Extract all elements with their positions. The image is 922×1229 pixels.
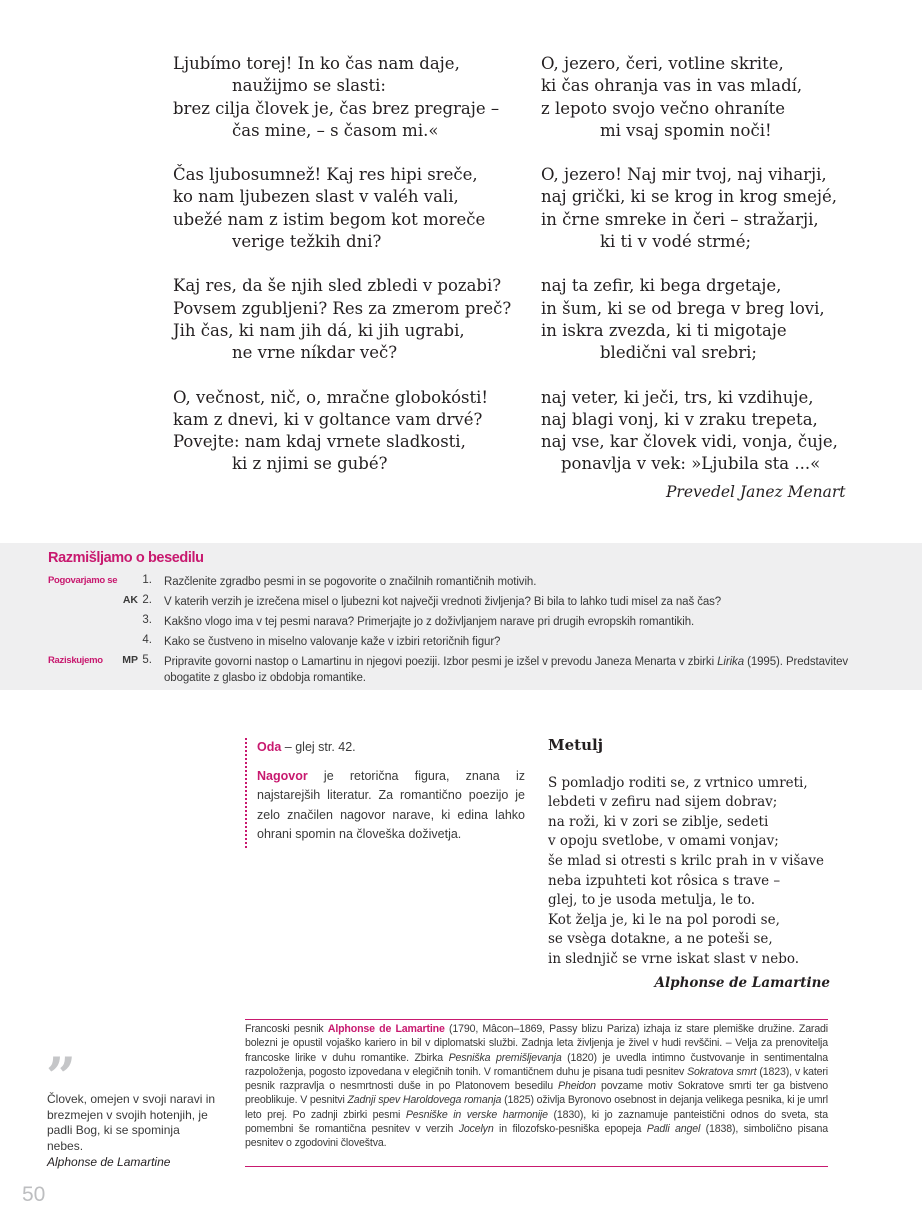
poem-line: kam z dnevi, ki v goltance vam drvé? (173, 409, 483, 429)
poem-stanza (173, 53, 511, 142)
metulj-title: Metulj (548, 736, 604, 754)
poem-line: na roži, ki v zori se ziblje, sedeti (548, 813, 769, 830)
poem-line: Povejte: nam kdaj vrnete sladkosti, (173, 432, 466, 452)
poem-line: in slednjič se vrne iskat slast v nebo. (548, 950, 800, 967)
metulj-author: Alphonse de Lamartine (654, 974, 830, 991)
competence-badge: AK (122, 594, 138, 606)
poem-line: naj ta zefir, ki bega drgetaje, (541, 276, 782, 296)
poem-line: še mlad si otresti s krilc prah in v višave (548, 852, 825, 869)
poem-right-column (541, 53, 838, 498)
term-oda: Oda (257, 740, 282, 754)
poem-line: mi vsaj spomin noči! (600, 120, 772, 140)
poem-line: naj vse, kar človek vidi, vonja, čuje, (541, 432, 838, 452)
exercise-title: Razmišljamo o besedilu (48, 550, 204, 566)
quote-author: Alphonse de Lamartine (47, 1155, 171, 1169)
poem-line: Kot želja je, ki le na pol porodi se, (548, 911, 780, 928)
poem-line: O, večnost, nič, o, mračne globokósti! (173, 387, 489, 407)
poem-line: ki ti v vodé strmé; (600, 232, 752, 252)
poem-line: bledični val srebri; (600, 343, 757, 363)
bio-author-name: Alphonse de Lamartine (327, 1023, 445, 1035)
question-number: 4. (142, 634, 152, 646)
poem-line: naj grički, ki se krog in krog smejé, (541, 187, 837, 207)
metulj-poem (548, 736, 830, 993)
poem-line: O, jezero! Naj mir tvoj, naj viharji, (541, 165, 827, 185)
translator-credit: Prevedel Janez Menart (666, 483, 846, 501)
poem-line: Povsem zgubljeni? Res za zmerom preč? (173, 298, 512, 318)
page-number: 50 (22, 1183, 46, 1206)
poem-line: glej, to je usoda metulja, le to. (548, 892, 756, 909)
poem-stanza (173, 164, 511, 253)
poem-line: se vsèga dotakne, a ne poteši se, (548, 931, 773, 948)
poem-line: Jih čas, ki nam jih dá, ki jih ugrabi, (173, 320, 465, 340)
poem-stanza (541, 387, 838, 476)
poem-line: Čas ljubosumnež! Kaj res hipi sreče, (173, 165, 478, 185)
poem-line: S pomladjo roditi se, z vrtnico umreti, (548, 774, 808, 791)
poem-line: ki čas ohranja vas in vas mladí, (541, 76, 803, 96)
poem-line: naj blagi vonj, ki v zraku trepeta, (541, 409, 818, 429)
poem-line: naj veter, ki ječi, trs, ki vzdihuje, (541, 387, 814, 407)
poem-left-column (173, 53, 511, 498)
poem-stanza (173, 387, 511, 476)
question-number: 1. (142, 574, 152, 586)
poem-line: Ljubímo torej! In ko čas nam daje, (173, 54, 460, 73)
question-number: 5. (142, 654, 152, 666)
poem-line: O, jezero, čeri, votline skrite, (541, 54, 784, 73)
question-text: Pripravite govorni nastop o Lamartinu in njegovi poeziji. Izbor pesmi je izšel v prevodu Janeza Menarta v zbirki Lirika (1995). Predstavitev obogatite z glasbo iz obdobja romantike. (164, 656, 849, 684)
poem-line: v opoju svetlobe, v omami vonjav; (548, 833, 779, 850)
term-nagovor: Nagovor (257, 768, 308, 783)
poem-line: naužijmo se slasti: (232, 76, 386, 96)
label-research: Raziskujemo (48, 655, 103, 666)
biography: Francoski pesnik Alphonse de Lamartine (1790, Mâcon–1869, Passy blizu Pariza) izhaja iz stare plemiške družine. Zaradi bolezni je opustil vojaško kariero in bil v diplomatski službi. Zadnja leta življenja je živel v hudi revščini. – Velja za prenovitelja francoske lirike v duhu romantike. Zbirka Pesniška premišljevanja (1820) je uvedla intimno čustvovanje in sentimentalna razpoloženja, pogosto izpovedana v elegičnih tonih. V romantičnem duhu je pisana tudi pesnitev Sokratova smrt (1823), v kateri pesnik razpravlja o nesmrtnosti duše in po Platonovem besedilu Pheidon povzame motiv Sokratove smrti ter ga bistveno preoblikuje. V pesnitvi Zadnji spev Haroldovega romanja (1825) oživlja Byronovo osebnost in dejanja velikega pesnika, ki je umrl leto prej. Po zadnji zbirki pesmi Pesniške in verske harmonije (1830), ki jo zaznamuje panteistični odnos do sveta, sta pomembni še romantična pesnitev v verzih Jocelyn in filozofsko-pesniška epopeja Padli angel (1838), simbolično pisana pesnitev o zgodovini človeštva. (245, 1023, 829, 1150)
poem-line: z lepoto svojo večno ohraníte (541, 98, 786, 118)
poem-line: brez cilja človek je, čas brez pregraje – (173, 98, 500, 118)
poem-stanza (541, 275, 838, 364)
competence-badge: MP (122, 654, 138, 666)
definition-box (257, 738, 525, 854)
bio-top-rule (245, 1019, 828, 1020)
poem-line: ponavlja v vek: »Ljubila sta ...« (561, 454, 821, 474)
question-text: Razčlenite zgradbo pesmi in se pogovorite o značilnih romantičnih motivih. (164, 576, 537, 588)
poem-line: verige težkih dni? (232, 232, 382, 252)
quote-mark-icon: ” (46, 1047, 76, 1108)
poem-stanza (541, 164, 838, 253)
bio-bottom-rule (245, 1166, 828, 1167)
poem-line: neba izpuhteti kot rôsica s trave – (548, 872, 781, 889)
definition-oda: Oda – glej str. 42. (257, 740, 356, 754)
question-text: Kakšno vlogo ima v tej pesmi narava? Primerjajte jo z doživljanjem narave pri drugih evropskih romantikih. (164, 616, 695, 628)
poem-line: ubežé nam z istim begom kot moreče (173, 209, 486, 229)
poem-line: Kaj res, da še njih sled zbledi v pozabi? (173, 276, 502, 296)
question-number: 3. (142, 614, 152, 626)
label-discuss: Pogovarjamo se (48, 575, 118, 586)
poem-line: ko nam ljubezen slast v valéh vali, (173, 187, 459, 207)
poem-line: ne vrne níkdar več? (232, 343, 398, 363)
question-text: V katerih verzih je izrečena misel o ljubezni kot največji vrednoti življenja? Bi bila to lahko tudi misel za naš čas? (164, 596, 722, 608)
definition-dotted-rule (245, 738, 247, 848)
poem-stanza (173, 275, 511, 364)
question-number: 2. (142, 594, 152, 606)
poem-stanza (541, 53, 838, 142)
poem-line: in črne smreke in čeri – stražarji, (541, 209, 819, 229)
poem-line: čas mine, – s časom mi.« (232, 120, 439, 140)
poem-line: lebdeti v zefiru nad sijem dobrav; (548, 794, 778, 811)
poem-line: ki z njimi se gubé? (232, 454, 388, 474)
poem-line: in iskra zvezda, ki ti migotaje (541, 320, 787, 340)
quote-text: Človek, omejen v svoji naravi in brezmejen v svojih hotenjih, je padli Bog, ki se spominja nebes. (47, 1092, 216, 1153)
definition-nagovor: Nagovor je retorična figura, znana iz najstarejših literatur. Za romantično poezijo je zelo značilen nagovor narave, ki edina lahko ohrani spomin na človeška doživetja. (257, 768, 525, 841)
poem-line: in šum, ki se od brega v breg lovi, (541, 298, 825, 318)
question-text: Kako se čustveno in miselno valovanje kaže v izbiri retoričnih figur? (164, 636, 501, 648)
